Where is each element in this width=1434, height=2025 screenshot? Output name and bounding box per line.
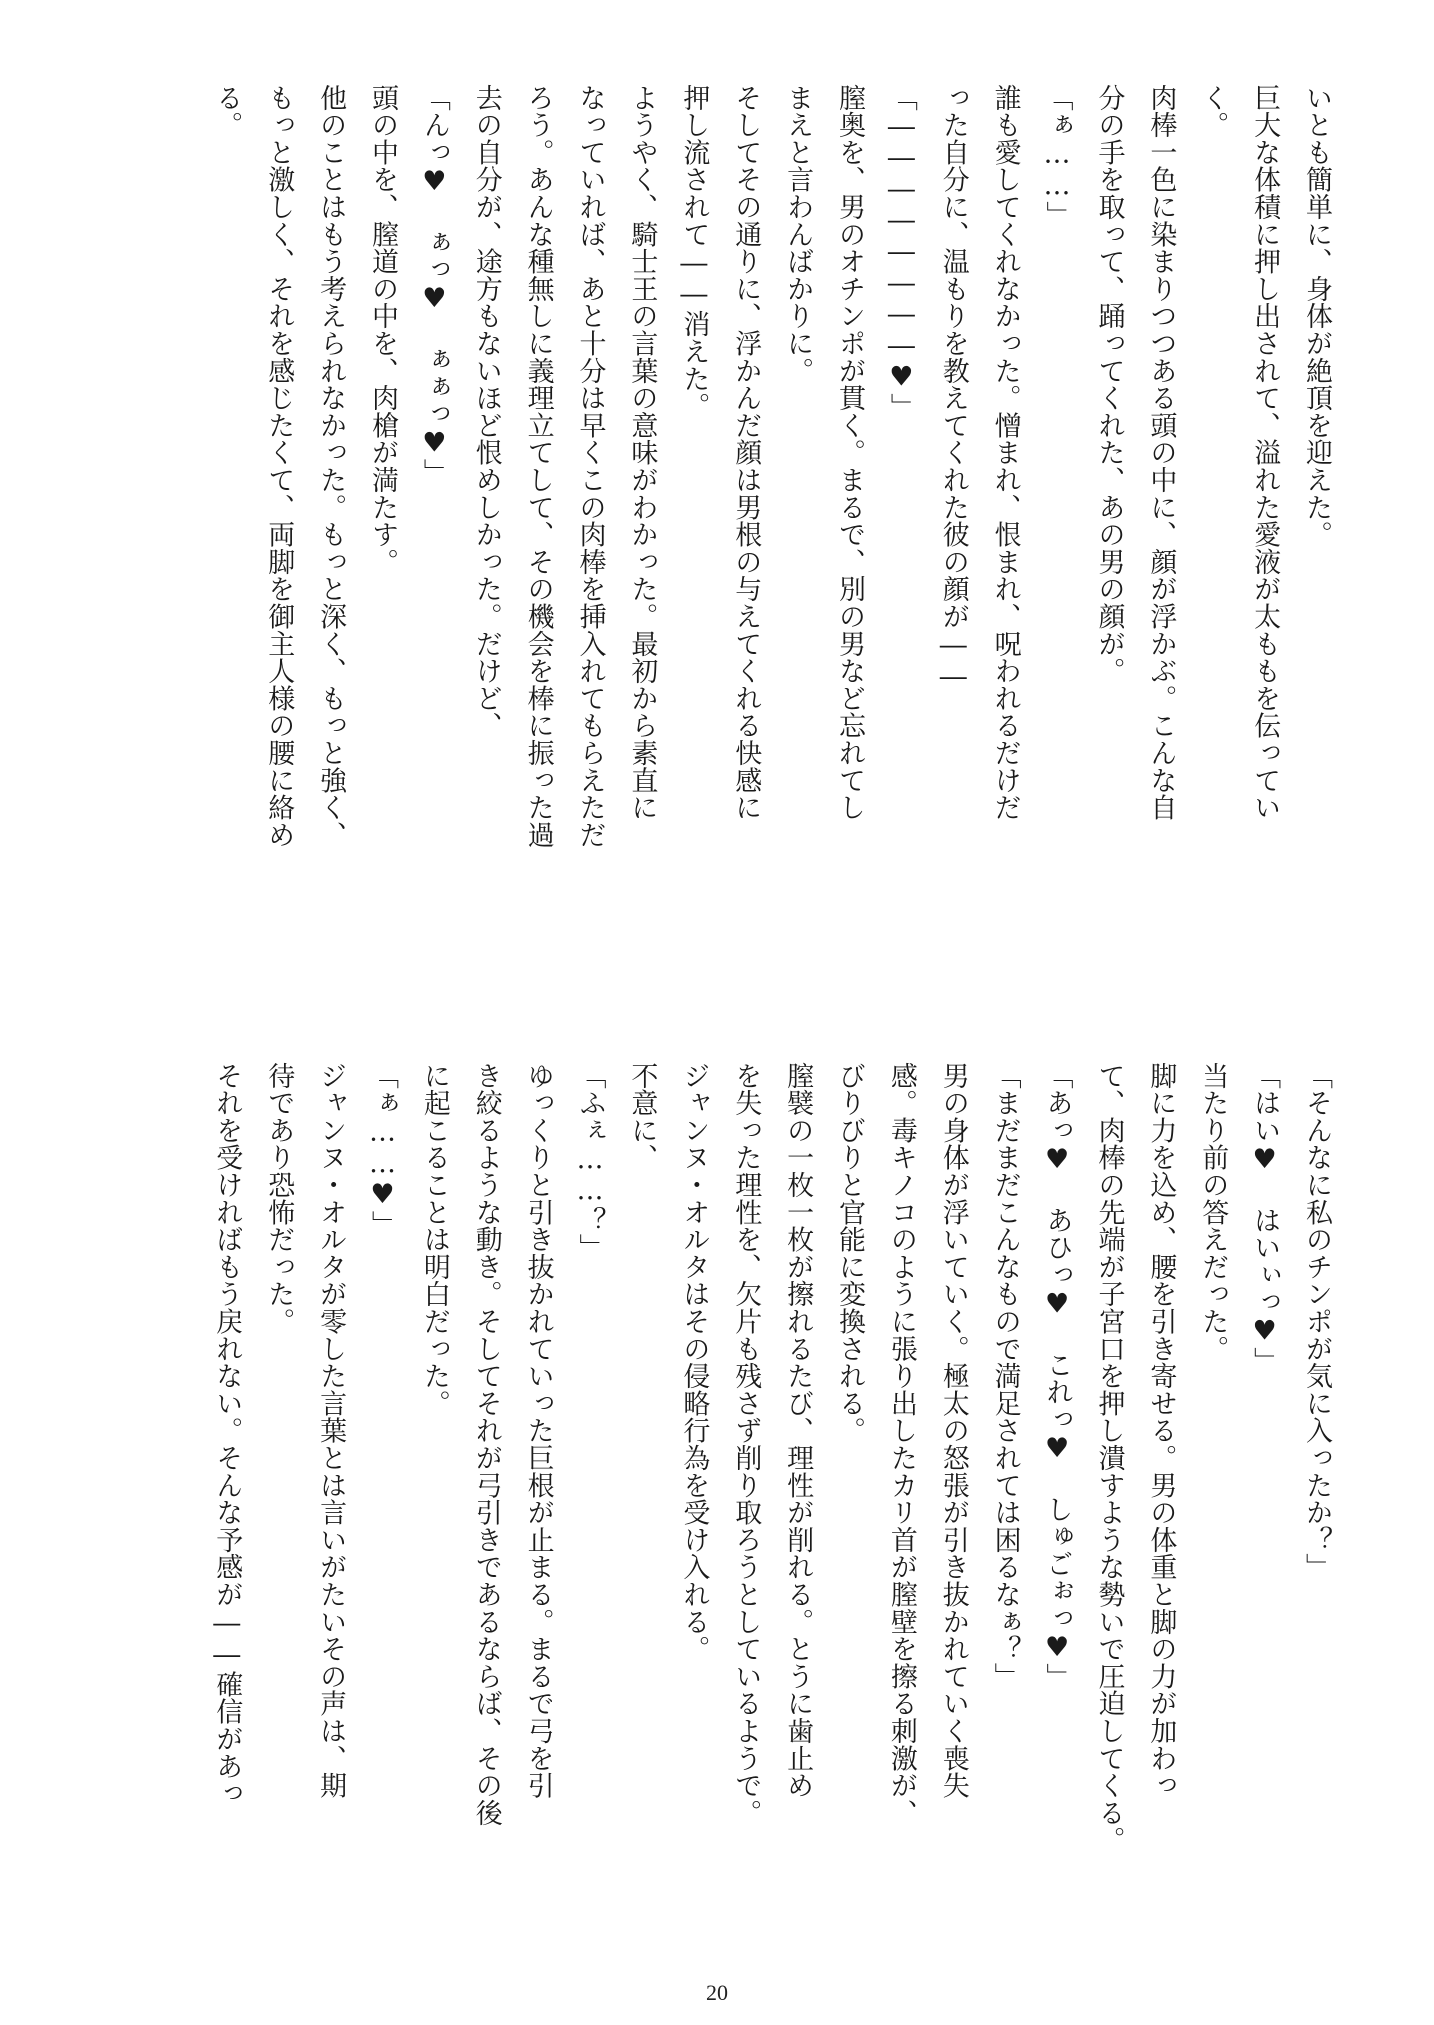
text-line: 「そんなに私のチンポが気に入ったか？」 <box>1301 1062 1332 1581</box>
text-line: 頭の中を、膣道の中を、肉槍が満たす。 <box>366 84 398 576</box>
text-line: 「まだまだこんなもので満足されては困るなぁ？」 <box>989 1062 1021 1690</box>
text-line: に起こることは明白だった。 <box>418 1062 450 1417</box>
text-line: 肉棒一色に染まりつつある頭の中に、顔が浮かぶ。こんな自 <box>1145 84 1177 822</box>
text-line: ろう。あんな種無しに義理立てして、その機会を棒に振った過 <box>522 84 554 849</box>
text-line: 不意に、 <box>626 1062 658 1172</box>
text-line: 押し流されて――消えた。 <box>678 84 710 420</box>
text-line: なっていれば、あと十分は早くこの肉棒を挿入れてもらえただ <box>574 84 606 849</box>
text-line: 「――――――――♥」 <box>885 84 917 421</box>
text-line: ゆっくりと引き抜かれていった巨根が止まる。まるで弓を引 <box>522 1062 554 1800</box>
text-line: 「ぁ……」 <box>1041 84 1073 229</box>
text-line: びりびりと官能に変換される。 <box>833 1062 865 1445</box>
text-line: 男の身体が浮いていく。極太の怒張が引き抜かれていく喪失 <box>937 1062 969 1800</box>
text-line: 去の自分が、途方もないほど恨めしかった。だけど、 <box>470 84 502 740</box>
text-line: いとも簡単に、身体が絶頂を迎えた。 <box>1301 84 1332 549</box>
lower-text-block <box>132 1062 1342 1992</box>
text-line: 「んっ♥ ぁっ♥ ぁぁっ♥」 <box>418 84 450 487</box>
text-line: 分の手を取って、踊ってくれた、あの男の顔が。 <box>1093 84 1125 685</box>
text-line: 感。毒キノコのように張り出したカリ首が膣壁を擦る刺激が、 <box>885 1062 917 1827</box>
page-number: 20 <box>706 1980 728 2005</box>
text-line: 「ぁ……♥」 <box>366 1062 398 1238</box>
text-line: 「あっ♥ あひっ♥ これっ♥ しゅごぉっ♥」 <box>1041 1062 1073 1691</box>
text-line: 誰も愛してくれなかった。憎まれ、恨まれ、呪われるだけだ <box>989 84 1021 822</box>
text-line: 当たり前の答えだった。 <box>1197 1062 1229 1363</box>
text-line: き絞るような動き。そしてそれが弓引きであるならば、その後 <box>470 1062 502 1827</box>
text-line: まえと言わんばかりに。 <box>782 84 814 385</box>
text-line: った自分に、温もりを教えてくれた彼の顔が―― <box>937 84 969 693</box>
text-line: を失った理性を、欠片も残さず削り取ろうとしているようで。 <box>730 1062 762 1827</box>
text-line: 膣襞の一枚一枚が擦れるたび、理性が削れる。とうに歯止め <box>782 1062 814 1800</box>
text-line: 「はい♥ はいぃっ♥」 <box>1249 1062 1281 1375</box>
text-line: ジャンヌ・オルタはその侵略行為を受け入れる。 <box>678 1062 710 1663</box>
text-line: そしてその通りに、浮かんだ顔は男根の与えてくれる快感に <box>730 84 762 822</box>
text-line: もっと激しく、それを感じたくて、両脚を御主人様の腰に絡め <box>263 84 295 849</box>
text-line: ようやく、騎士王の言葉の意味がわかった。最初から素直に <box>626 84 658 822</box>
text-line: る。 <box>211 84 243 139</box>
text-line: く。 <box>1197 84 1229 139</box>
text-line: 膣奥を、男のオチンポが貫く。まるで、別の男など忘れてし <box>833 84 865 822</box>
text-line: 巨大な体積に押し出されて、溢れた愛液が太ももを伝ってい <box>1249 84 1281 822</box>
text-line: それを受ければもう戻れない。そんな予感が――確信があっ <box>211 1062 243 1808</box>
text-line: ジャンヌ・オルタが零した言葉とは言いがたいその声は、期 <box>315 1062 347 1800</box>
text-line: て、肉棒の先端が子宮口を押し潰すような勢いで圧迫してくる。 <box>1093 1062 1125 1854</box>
upper-text-block <box>132 84 1342 1014</box>
text-line: 「ふぇ……？」 <box>574 1062 606 1262</box>
text-line: 脚に力を込め、腰を引き寄せる。男の体重と脚の力が加わっ <box>1145 1062 1177 1800</box>
text-line: 待であり恐怖だった。 <box>263 1062 295 1335</box>
text-line: 他のことはもう考えられなかった。もっと深く、もっと強く、 <box>315 84 347 849</box>
